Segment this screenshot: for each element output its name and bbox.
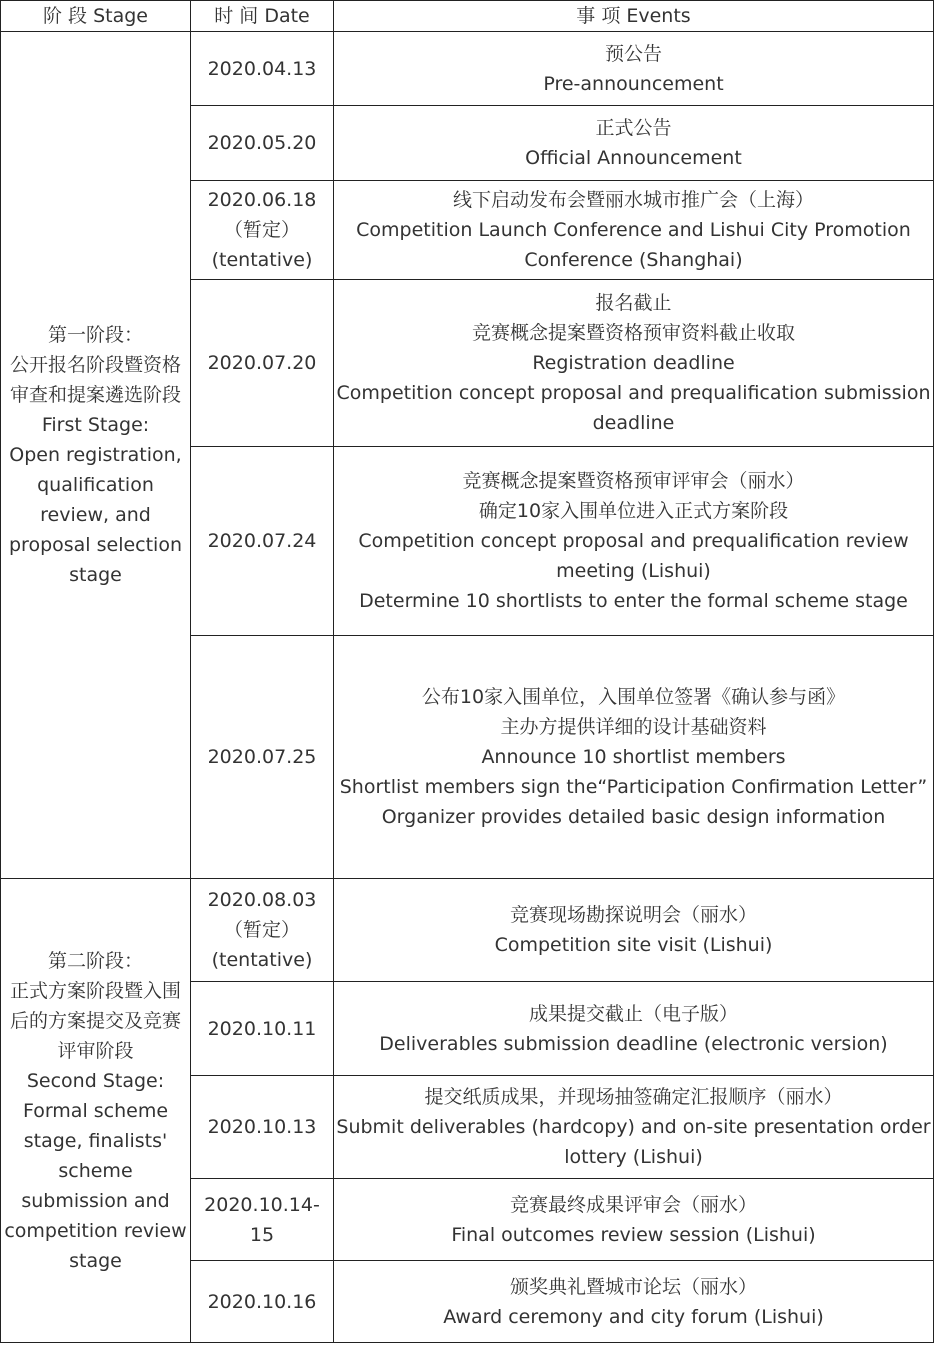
date-cell: 2020.04.13 <box>191 32 334 106</box>
event-line: Registration deadline <box>532 352 735 374</box>
header-date: 时 间 Date <box>191 1 334 32</box>
header-row <box>1 1 934 32</box>
stage-cell: 第一阶段： 公开报名阶段暨资格审查和提案遴选阶段 First Stage: Open registration, qualification review, and proposal selection stage <box>1 32 191 879</box>
event-line: Official Announcement <box>525 147 742 169</box>
date-cell: 2020.10.16 <box>191 1261 334 1343</box>
date-cell: 2020.07.20 <box>191 280 334 447</box>
event-line: 竞赛现场勘探说明会（丽水） <box>509 904 757 926</box>
event-line: Submit deliverables (hardcopy) and on-site presentation order lottery (Lishui) <box>336 1116 931 1168</box>
event-line: 确定10家入围单位进入正式方案阶段 <box>478 500 789 522</box>
header-stage: 阶 段 Stage <box>1 1 191 32</box>
header-events: 事 项 Events <box>334 1 934 32</box>
event-line: 报名截止 <box>595 292 672 314</box>
events-cell <box>334 32 934 106</box>
event-line: Announce 10 shortlist members <box>481 746 786 768</box>
date-cell: 2020.08.03 （暂定） (tentative) <box>191 879 334 982</box>
events-cell <box>334 280 934 447</box>
events-cell <box>334 106 934 181</box>
event-line: 竞赛最终成果评审会（丽水） <box>509 1193 757 1216</box>
event-line: Shortlist members sign the“Participation Confirmation Letter” <box>339 776 928 798</box>
schedule-body <box>1 32 934 1343</box>
date-cell: 2020.05.20 <box>191 106 334 181</box>
event-line: 主办方提供详细的设计基础资料 <box>500 716 767 738</box>
event-line: 线下启动发布会暨丽水城市推广会（上海） <box>452 189 814 211</box>
event-line: Final outcomes review session (Lishui) <box>451 1223 816 1246</box>
event-line: Competition concept proposal and prequalification submission deadline <box>336 382 931 434</box>
event-line: 颁奖典礼暨城市论坛（丽水） <box>509 1275 757 1298</box>
date-cell: 2020.10.11 <box>191 982 334 1076</box>
events-cell <box>334 1261 934 1343</box>
event-line: 成果提交截止（电子版） <box>528 1002 738 1025</box>
event-line: Competition concept proposal and prequalification review meeting (Lishui) <box>358 530 909 582</box>
event-line: 公布10家入围单位，入围单位签署《确认参与函》 <box>421 686 846 708</box>
date-cell: 2020.10.13 <box>191 1076 334 1179</box>
date-cell: 2020.07.24 <box>191 447 334 636</box>
events-cell <box>334 1076 934 1179</box>
stage-cell: 第二阶段： 正式方案阶段暨入围后的方案提交及竞赛评审阶段 Second Stage: Formal scheme stage, finalists' scheme submission and competition review stage <box>1 879 191 1343</box>
event-line: 预公告 <box>604 42 662 65</box>
event-line: Deliverables submission deadline (electronic version) <box>379 1032 888 1055</box>
schedule-row <box>1 32 934 106</box>
date-cell: 2020.06.18 （暂定） (tentative) <box>191 181 334 280</box>
event-line: Award ceremony and city forum (Lishui) <box>443 1305 824 1328</box>
events-cell <box>334 636 934 879</box>
event-line: 提交纸质成果，并现场抽签确定汇报顺序（丽水） <box>424 1086 843 1108</box>
event-line: 竞赛概念提案暨资格预审资料截止收取 <box>471 322 795 344</box>
event-line: Pre-announcement <box>543 72 724 95</box>
event-line: 竞赛概念提案暨资格预审评审会（丽水） <box>462 470 805 492</box>
event-line: Competition site visit (Lishui) <box>494 934 773 956</box>
event-line: 正式公告 <box>595 117 672 139</box>
schedule-row <box>1 879 934 982</box>
events-cell <box>334 447 934 636</box>
event-line: Competition Launch Conference and Lishui City Promotion Conference (Shanghai) <box>356 219 911 271</box>
event-line: Determine 10 shortlists to enter the formal scheme stage <box>359 590 908 612</box>
events-cell <box>334 1179 934 1261</box>
events-cell <box>334 879 934 982</box>
date-cell: 2020.07.25 <box>191 636 334 879</box>
events-cell <box>334 982 934 1076</box>
event-line: Organizer provides detailed basic design information <box>381 806 886 828</box>
events-cell <box>334 181 934 280</box>
date-cell: 2020.10.14-15 <box>191 1179 334 1261</box>
